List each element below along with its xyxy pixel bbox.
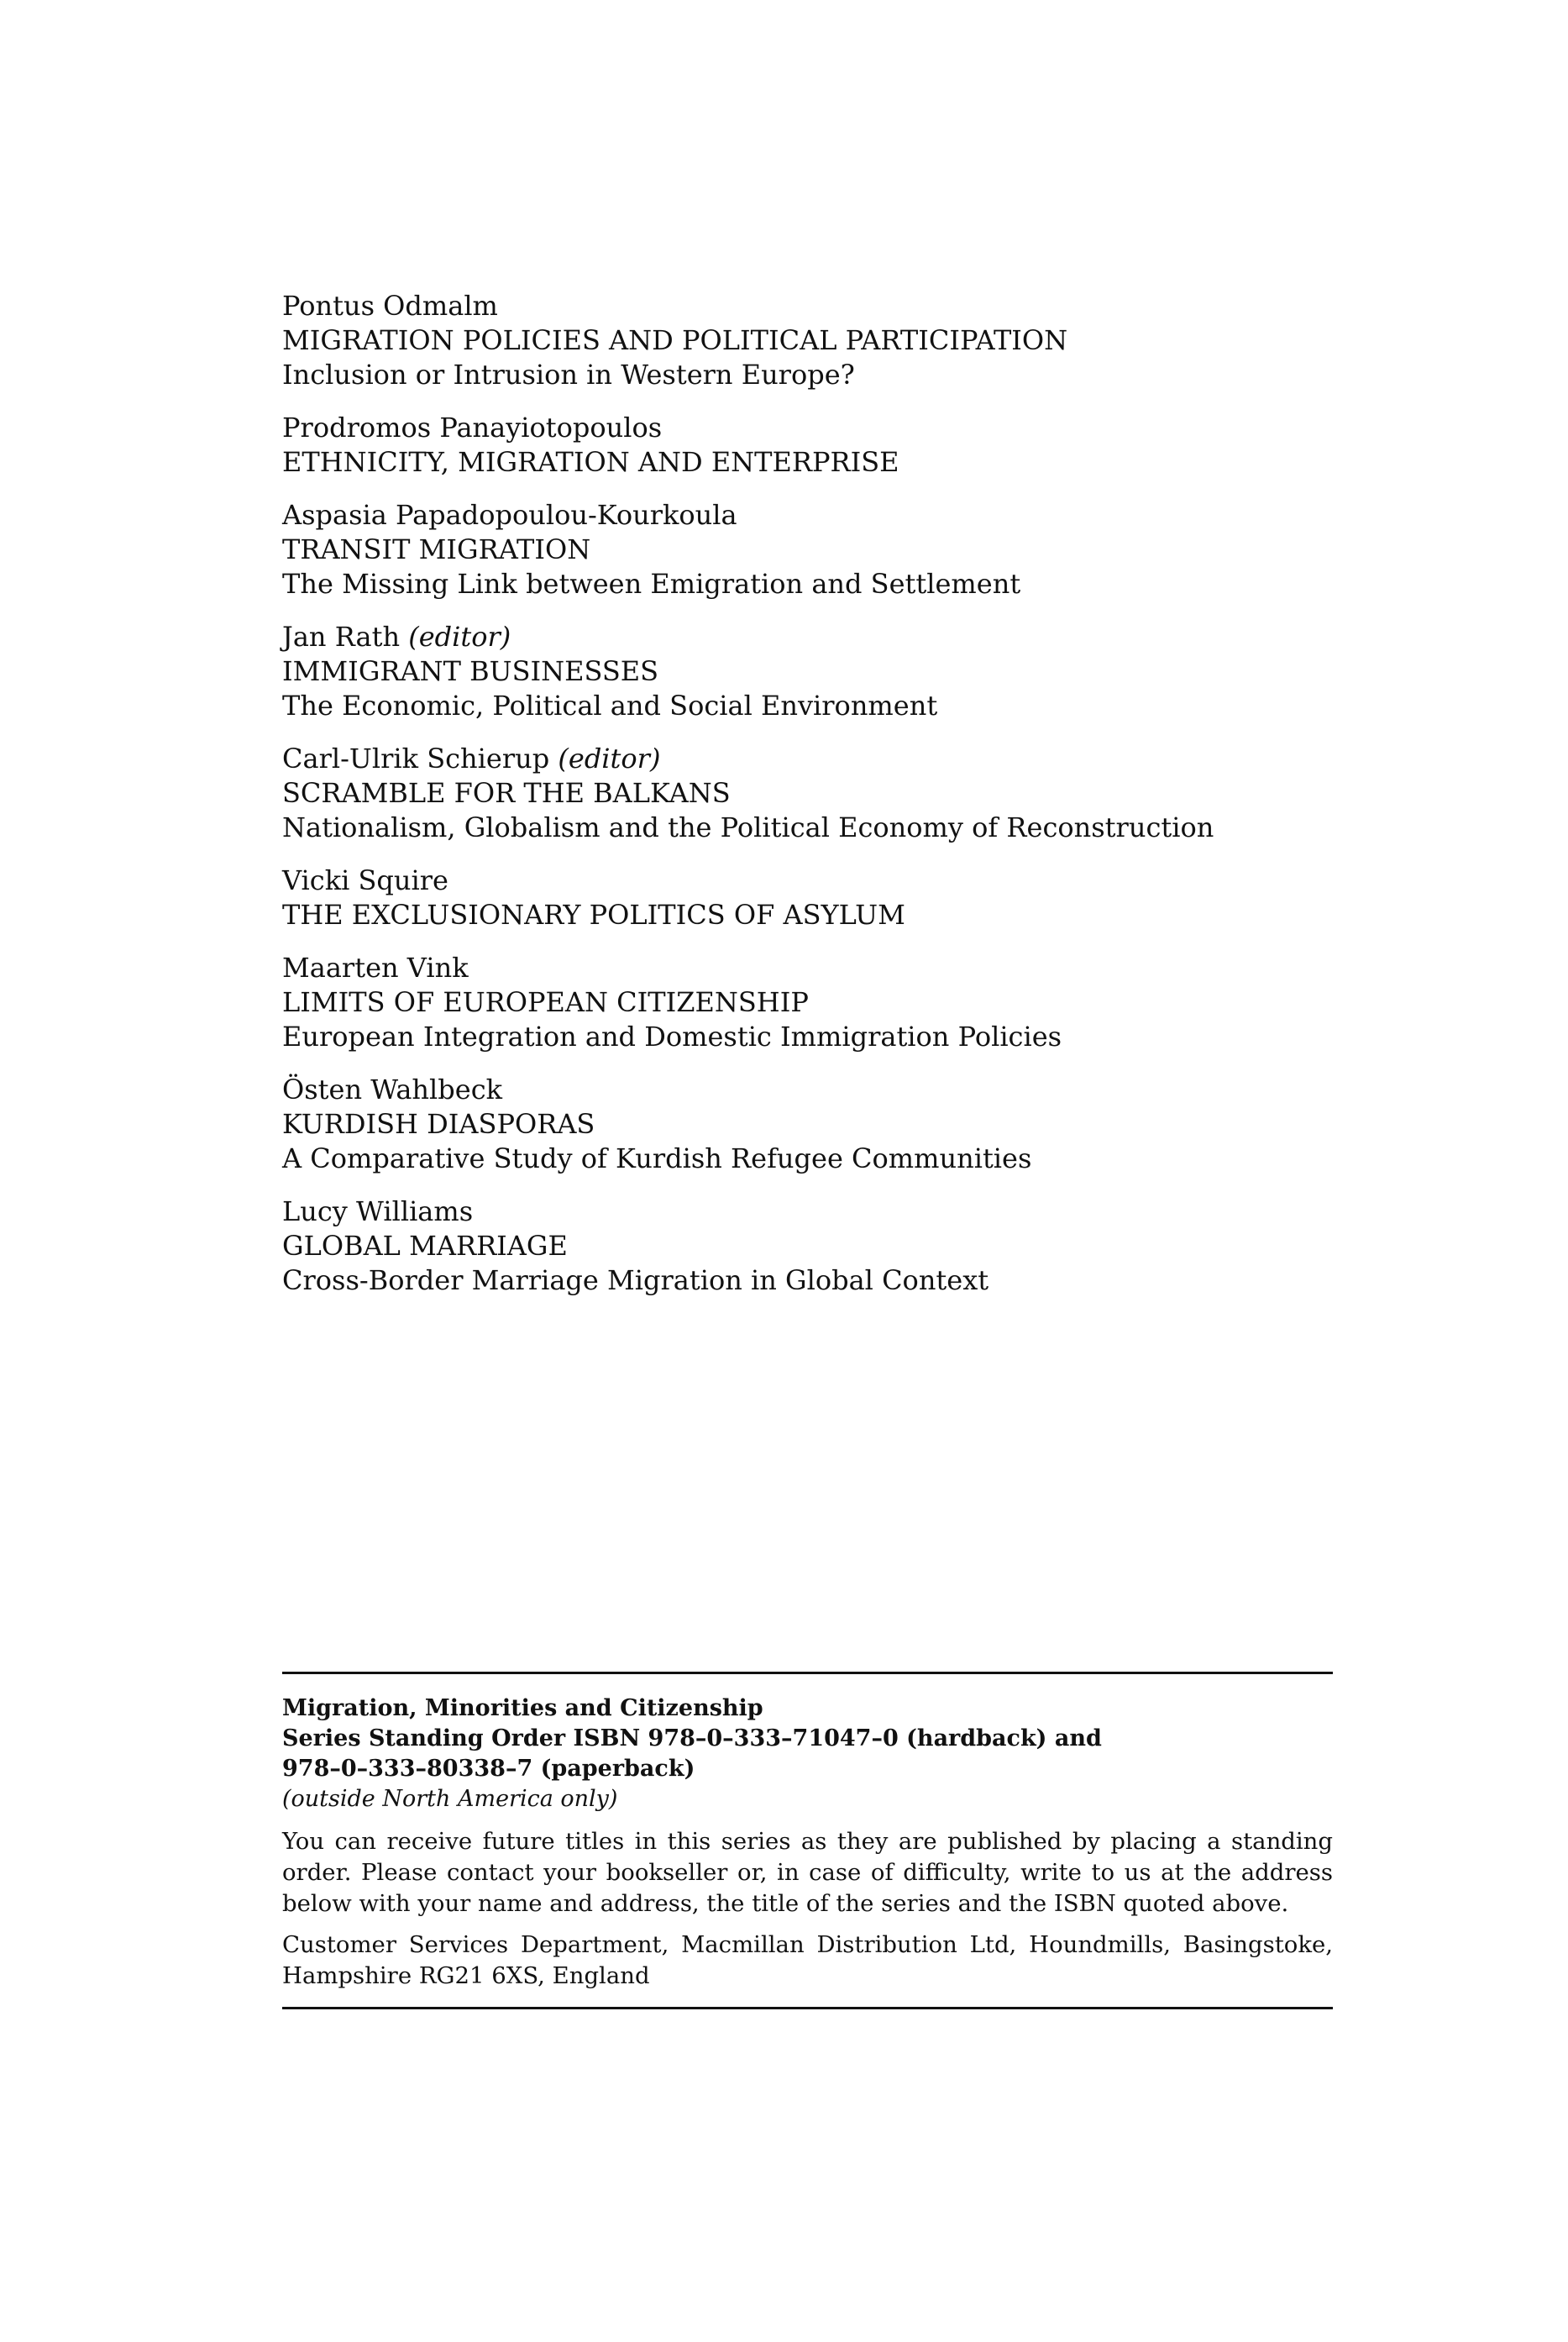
- book-entry: [282, 1195, 1374, 1298]
- author-line: [282, 742, 1374, 776]
- author-line: [282, 289, 1374, 323]
- author-line: [282, 1195, 1374, 1229]
- book-subtitle: The Economic, Political and Social Environment: [282, 690, 938, 722]
- book-entry: [282, 289, 1374, 392]
- book-title: MIGRATION POLICIES AND POLITICAL PARTICIPATION: [282, 324, 1068, 356]
- book-entry: [282, 742, 1374, 845]
- series-order-box: [282, 1672, 1333, 2009]
- author-line: [282, 498, 1374, 533]
- book-title: SCRAMBLE FOR THE BALKANS: [282, 777, 731, 809]
- author-name: Prodromos Panayiotopoulos: [282, 412, 663, 444]
- editor-role: (editor): [408, 621, 511, 653]
- book-title: KURDISH DIASPORAS: [282, 1108, 595, 1140]
- book-entry: [282, 1073, 1374, 1176]
- series-isbn-line-2: 978–0–333–80338–7 (paperback): [282, 1756, 695, 1782]
- author-name: Östen Wahlbeck: [282, 1074, 502, 1105]
- book-title: THE EXCLUSIONARY POLITICS OF ASYLUM: [282, 899, 905, 931]
- author-line: [282, 951, 1374, 985]
- series-name: Migration, Minorities and Citizenship: [282, 1695, 763, 1721]
- book-entry: [282, 498, 1374, 601]
- book-title: IMMIGRANT BUSINESSES: [282, 655, 659, 687]
- book-entry: [282, 620, 1374, 723]
- series-isbn-line-1: Series Standing Order ISBN 978–0–333–71047–0 (hardback) and: [282, 1725, 1102, 1751]
- book-subtitle: Cross-Border Marriage Migration in Global Context: [282, 1264, 989, 1296]
- book-title: GLOBAL MARRIAGE: [282, 1230, 568, 1262]
- book-entry: [282, 951, 1374, 1054]
- book-title: ETHNICITY, MIGRATION AND ENTERPRISE: [282, 446, 899, 478]
- author-name: Aspasia Papadopoulou-Kourkoula: [282, 499, 737, 531]
- series-availability-note: (outside North America only): [282, 1786, 618, 1812]
- author-line: [282, 1073, 1374, 1107]
- book-entry: [282, 864, 1374, 932]
- editor-role: (editor): [558, 743, 661, 775]
- author-name: Jan Rath: [282, 621, 401, 653]
- book-subtitle: A Comparative Study of Kurdish Refugee Communities: [282, 1142, 1032, 1174]
- author-line: [282, 620, 1374, 654]
- author-name: Vicki Squire: [282, 864, 448, 896]
- book-title: LIMITS OF EUROPEAN CITIZENSHIP: [282, 986, 809, 1018]
- customer-services-address: Customer Services Department, Macmillan Distribution Ltd, Houndmills, Basingstoke, Hampshire RG21 6XS, England: [282, 1931, 1333, 1989]
- book-list: [282, 289, 1374, 1316]
- book-subtitle: European Integration and Domestic Immigration Policies: [282, 1021, 1062, 1053]
- standing-order-paragraph: You can receive future titles in this series as they are published by placing a standing order. Please contact your bookseller or, in case of difficulty, write to us at the address below with your name and address, the title of the series and the ISBN quoted above.: [282, 1828, 1333, 1917]
- author-name: Lucy Williams: [282, 1195, 474, 1227]
- book-title: TRANSIT MIGRATION: [282, 533, 591, 565]
- book-subtitle: Nationalism, Globalism and the Political Economy of Reconstruction: [282, 811, 1214, 843]
- book-entry: [282, 411, 1374, 480]
- author-name: Pontus Odmalm: [282, 290, 498, 322]
- book-subtitle: Inclusion or Intrusion in Western Europe?: [282, 359, 855, 391]
- author-line: [282, 411, 1374, 445]
- author-line: [282, 864, 1374, 898]
- author-name: Maarten Vink: [282, 952, 469, 984]
- book-subtitle: The Missing Link between Emigration and Settlement: [282, 568, 1021, 600]
- author-name: Carl-Ulrik Schierup: [282, 743, 550, 775]
